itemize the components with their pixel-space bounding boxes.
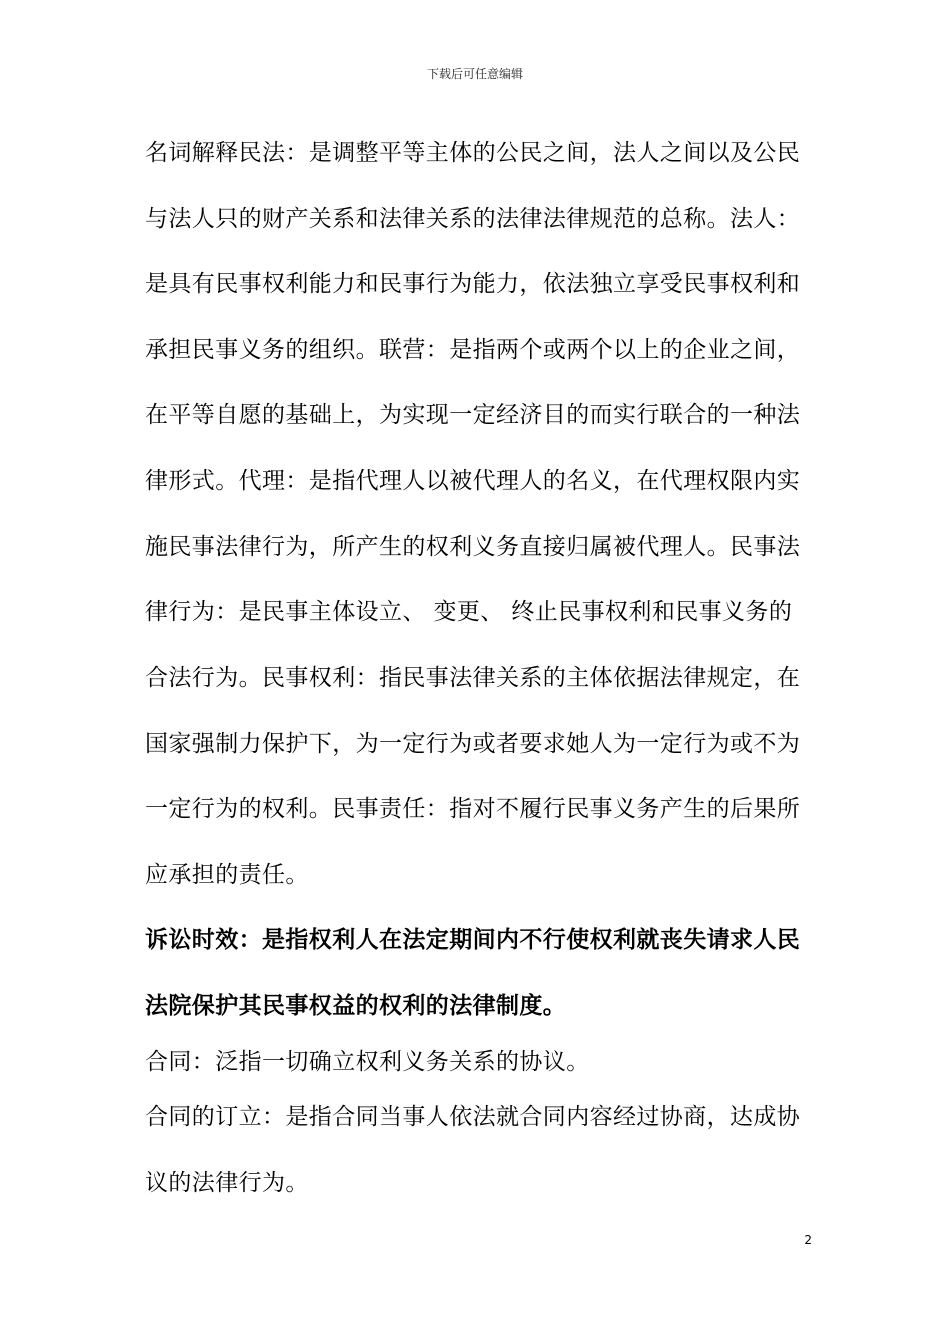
text-line: 施民事法律行为，所产生的权利义务直接归属被代理人。民事法 [145,534,801,560]
text-line: 合法行为。民事权利：指民事法律关系的主体依据法律规定，在 [145,665,801,691]
text-line: 与法人只的财产关系和法律关系的法律法律规范的总称。法人： [145,206,801,232]
text-line: 合同的订立：是指合同当事人依法就合同内容经过协商，达成协 [145,1104,801,1130]
text-line: 律形式。代理：是指代理人以被代理人的名义，在代理权限内实 [145,468,801,494]
text-line: 应承担的责任。 [145,862,309,888]
text-line: 承担民事义务的组织。联营：是指两个或两个以上的企业之间， [145,337,801,363]
text-line: 合同：泛指一切确立权利义务关系的协议。 [145,1049,590,1075]
text-line: 一定行为的权利。民事责任：指对不履行民事义务产生的后果所 [145,796,801,822]
bold-text-line: 诉讼时效：是指权利人在法定期间内不行使权利就丧失请求人民 [145,927,801,953]
header-note: 下载后可任意编辑 [426,67,523,81]
text-line: 是具有民事权利能力和民事行为能力，依法独立享受民事权利和 [145,271,801,297]
text-line: 在平等自愿的基础上，为实现一定经济目的而实行联合的一种法 [145,402,801,428]
text-line: 议的法律行为。 [145,1170,309,1196]
text-line: 名词解释民法：是调整平等主体的公民之间，法人之间以及公民 [145,140,801,166]
page-number: 2 [804,1233,812,1247]
text-line: 国家强制力保护下，为一定行为或者要求她人为一定行为或不为 [145,731,801,757]
bold-text-line: 法院保护其民事权益的权利的法律制度。 [145,993,567,1019]
text-line: 律行为：是民事主体设立、 变更、 终止民事权利和民事义务的 [145,599,793,625]
